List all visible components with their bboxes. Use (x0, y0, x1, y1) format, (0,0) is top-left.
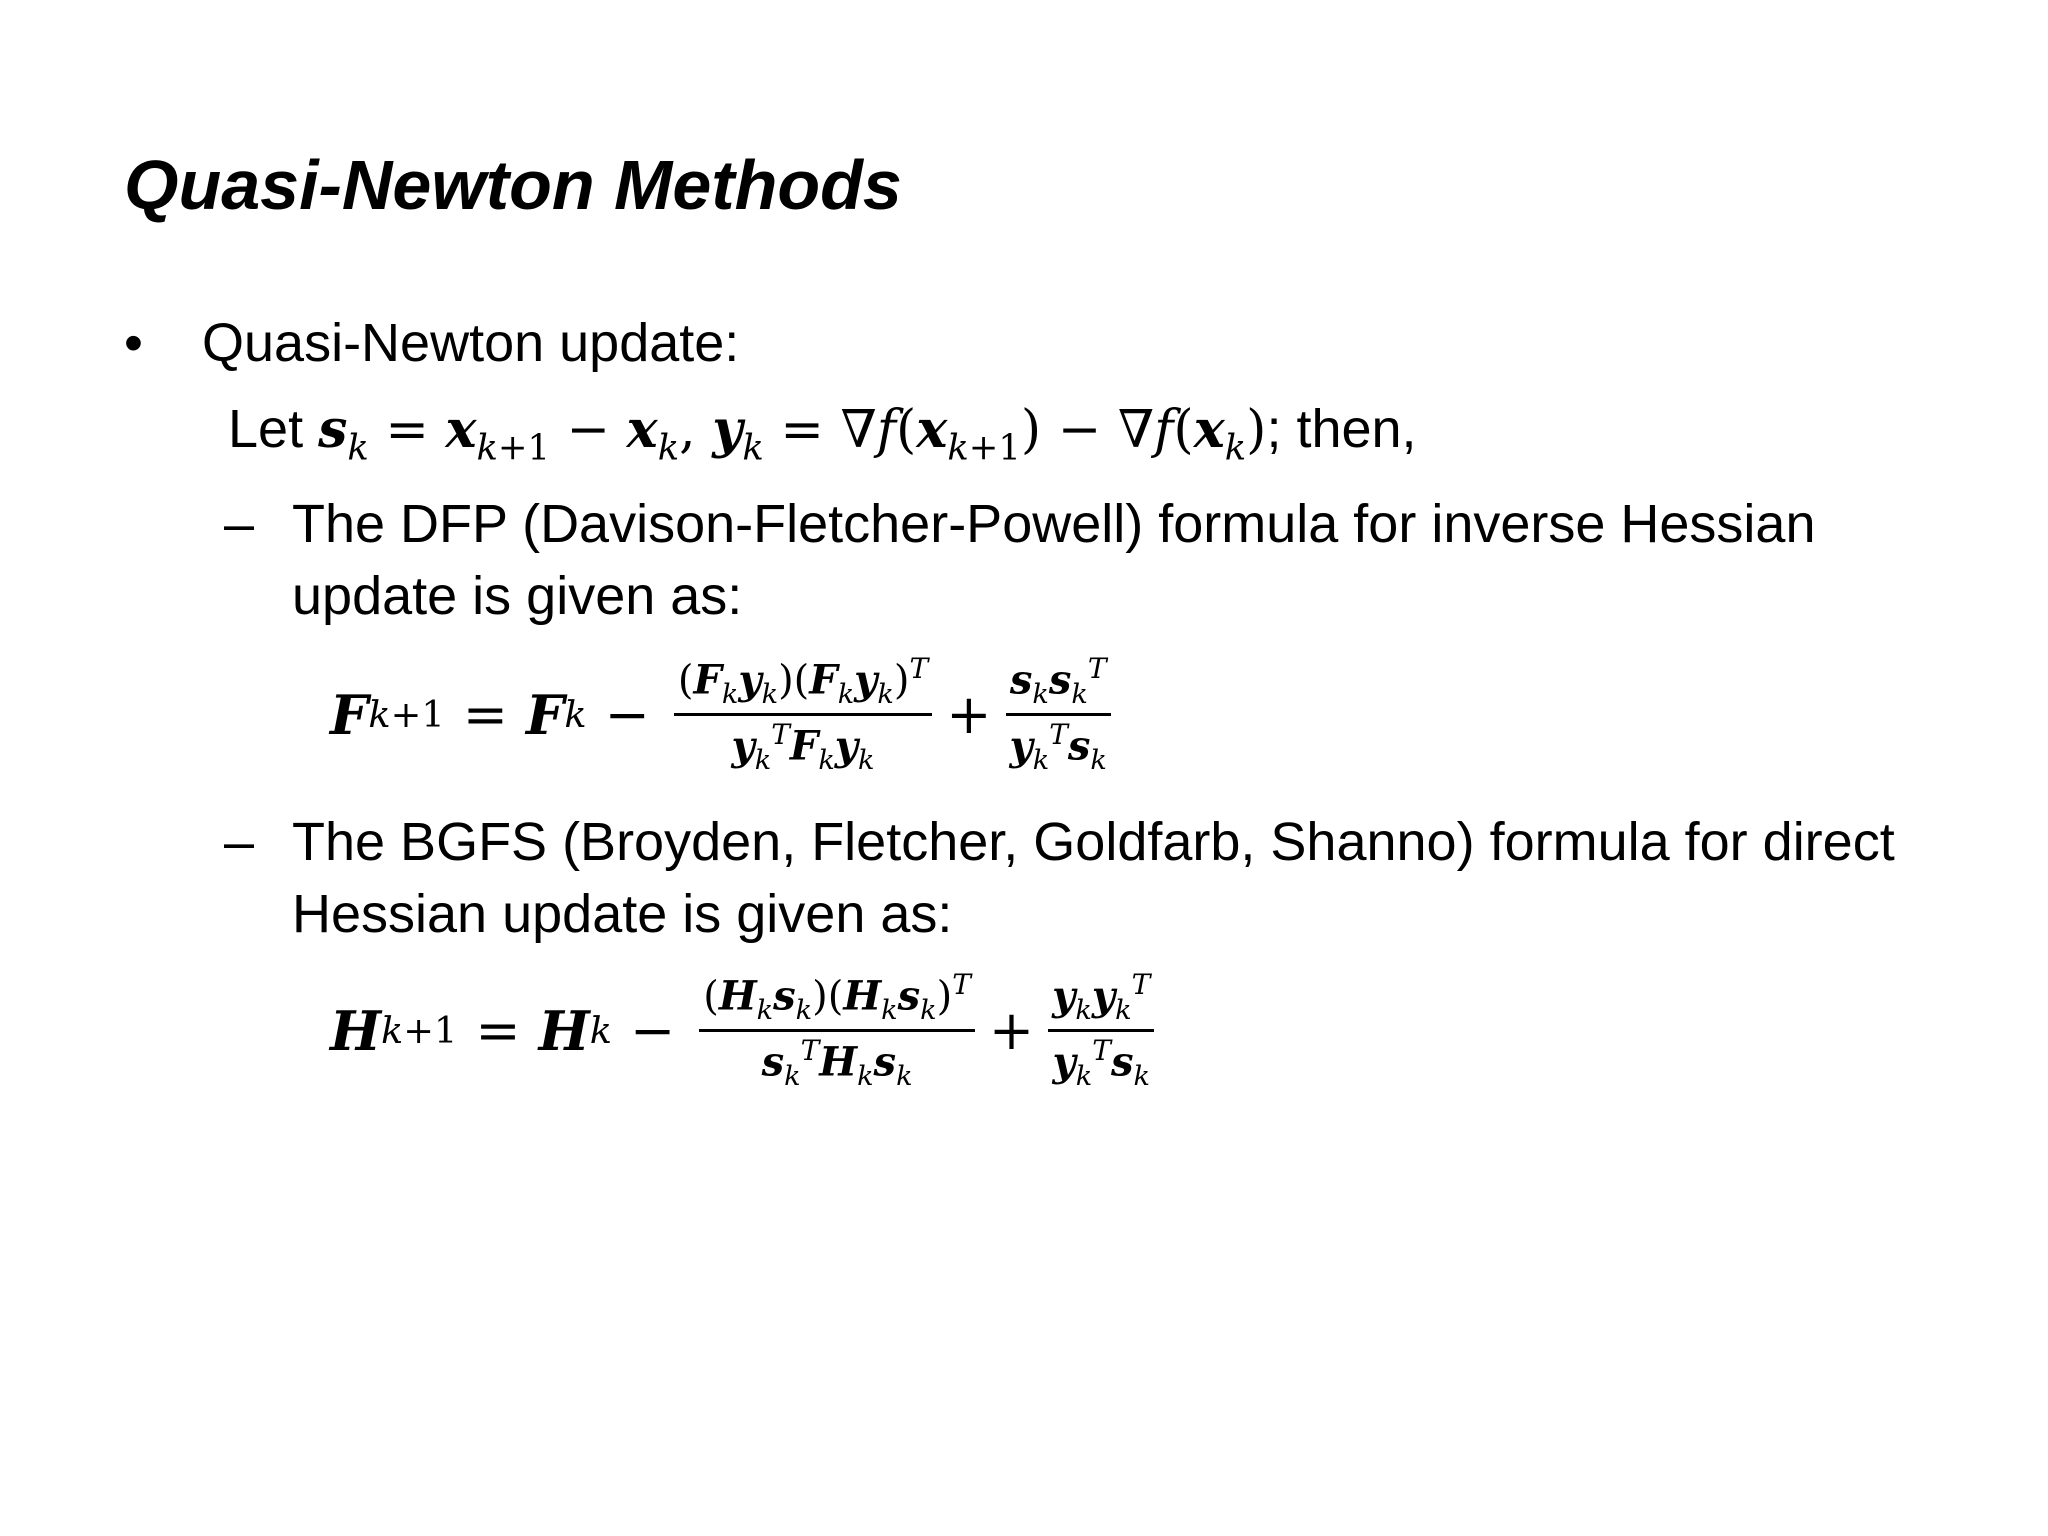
bfgs-line-2: Hessian update is given as: (292, 884, 953, 944)
slide-title: Quasi-Newton Methods (124, 146, 902, 224)
bfgs-line-1: The BGFS (Broyden, Fletcher, Goldfarb, Shanno) formula for direct (292, 812, 1895, 872)
let-word: Let (228, 399, 304, 459)
dash-icon: – (224, 494, 255, 554)
definitions-line (228, 398, 1417, 468)
definition-formula: $s_k = x_{k+1} - x_k$, $y_k = \nabla f(x_{k+1}) - \nabla f(x_k)$ (318, 399, 1267, 469)
bfgs-equation: H k+1 = H k − $\frac{(H_ks_k)(H_ks_k)^T}{s_k^TH_ks_k}$ + $\frac{y_ky_k^T}{y_k^Ts_k}$ (330, 970, 1160, 1092)
bfgs-fraction-2: $\frac{y_ky_k^T}{y_k^Ts_k}$ (1048, 970, 1154, 1092)
bfgs-description (292, 806, 1952, 950)
then-text: ; then, (1266, 399, 1417, 459)
dfp-equation: F k+1 = F k − $\frac{(F_ky_k)(F_ky_k)^T}{y_k^TF_ky_k}$ + $\frac{s_ks_k^T}{y_k^Ts_k}$ (330, 654, 1117, 776)
dfp-fraction-1: $\frac{(F_ky_k)(F_ky_k)^T}{y_k^TF_ky_k}$ (674, 654, 932, 776)
bfgs-fraction-1: $\frac{(H_ks_k)(H_ks_k)^T}{s_k^TH_ks_k}$ (699, 970, 975, 1092)
dfp-line-1: The DFP (Davison-Fletcher-Powell) formula for inverse Hessian (292, 494, 1816, 554)
bullet-icon: • (124, 313, 143, 373)
dfp-fraction-2: $\frac{s_ks_k^T}{y_k^Ts_k}$ (1005, 654, 1110, 776)
dfp-line-2: update is given as: (292, 566, 743, 626)
dfp-description (292, 488, 1952, 632)
dash-icon: – (224, 812, 255, 872)
bullet-label: Quasi-Newton update: (202, 313, 740, 373)
